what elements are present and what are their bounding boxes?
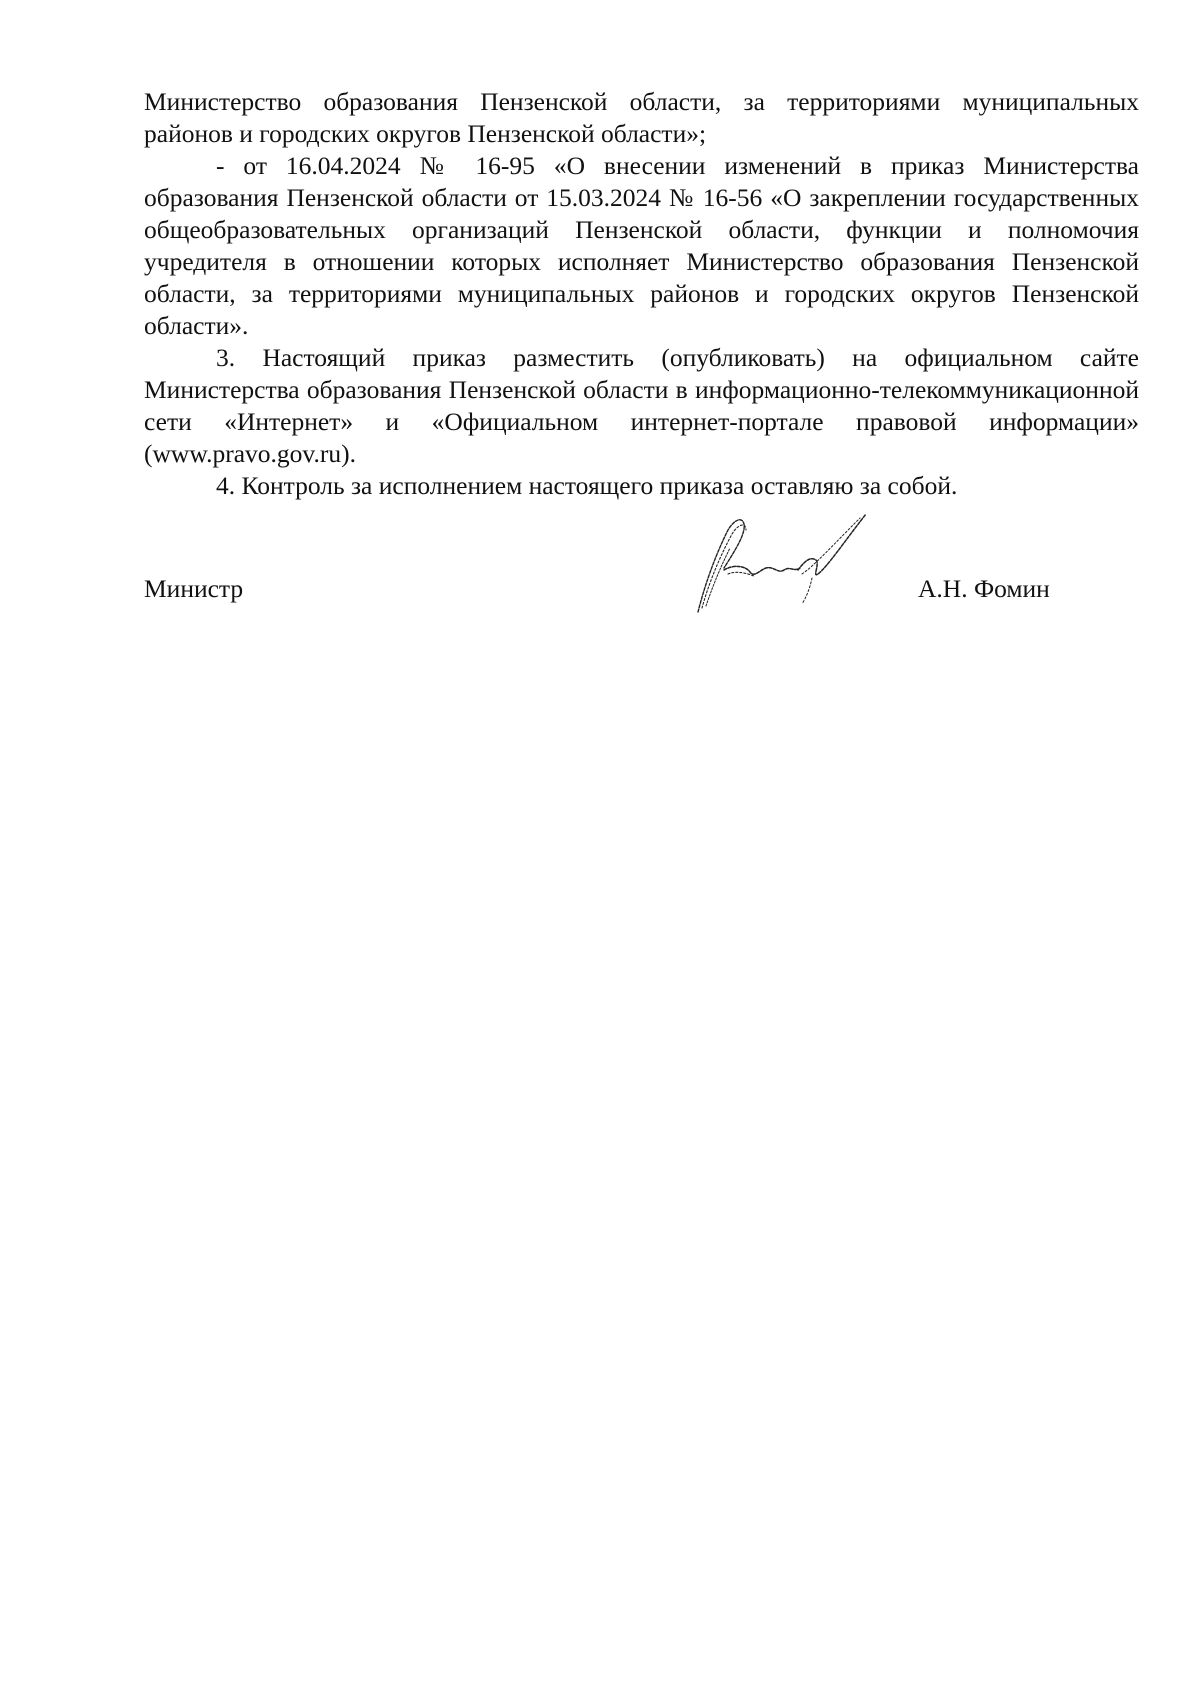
signature-block xyxy=(144,573,1139,613)
paragraph-item-4: 4. Контроль за исполнением настоящего приказа оставляю за собой. xyxy=(216,471,958,500)
paragraph-continuation: Министерство образования Пензенской области, за территориями муниципальных районов и городских округов Пензенской области»; xyxy=(144,87,1139,148)
signatory-name: А.Н. Фомин xyxy=(918,574,1050,603)
signatory-position: Министр xyxy=(144,574,244,603)
paragraph-item-3: 3. Настоящий приказ разместить (опубликовать) на официальном сайте Министерства образования Пензенской области в информационно-телекоммуникационной сети «Интернет» и «Официальном интернет-портале правовой информации» (www.pravo.gov.ru). xyxy=(144,343,1139,468)
document-body xyxy=(144,86,1139,502)
paragraph-amendment: - от 16.04.2024 № 16-95 «О внесении изменений в приказ Министерства образования Пензенской области от 15.03.2024 № 16-56 «О закреплении государственных общеобразовательных организаций Пензенской области, функции и полномочия учредителя в отношении которых исполняет Министерство образования Пензенской области, за территориями муниципальных районов и городских округов Пензенской области». xyxy=(144,151,1139,340)
